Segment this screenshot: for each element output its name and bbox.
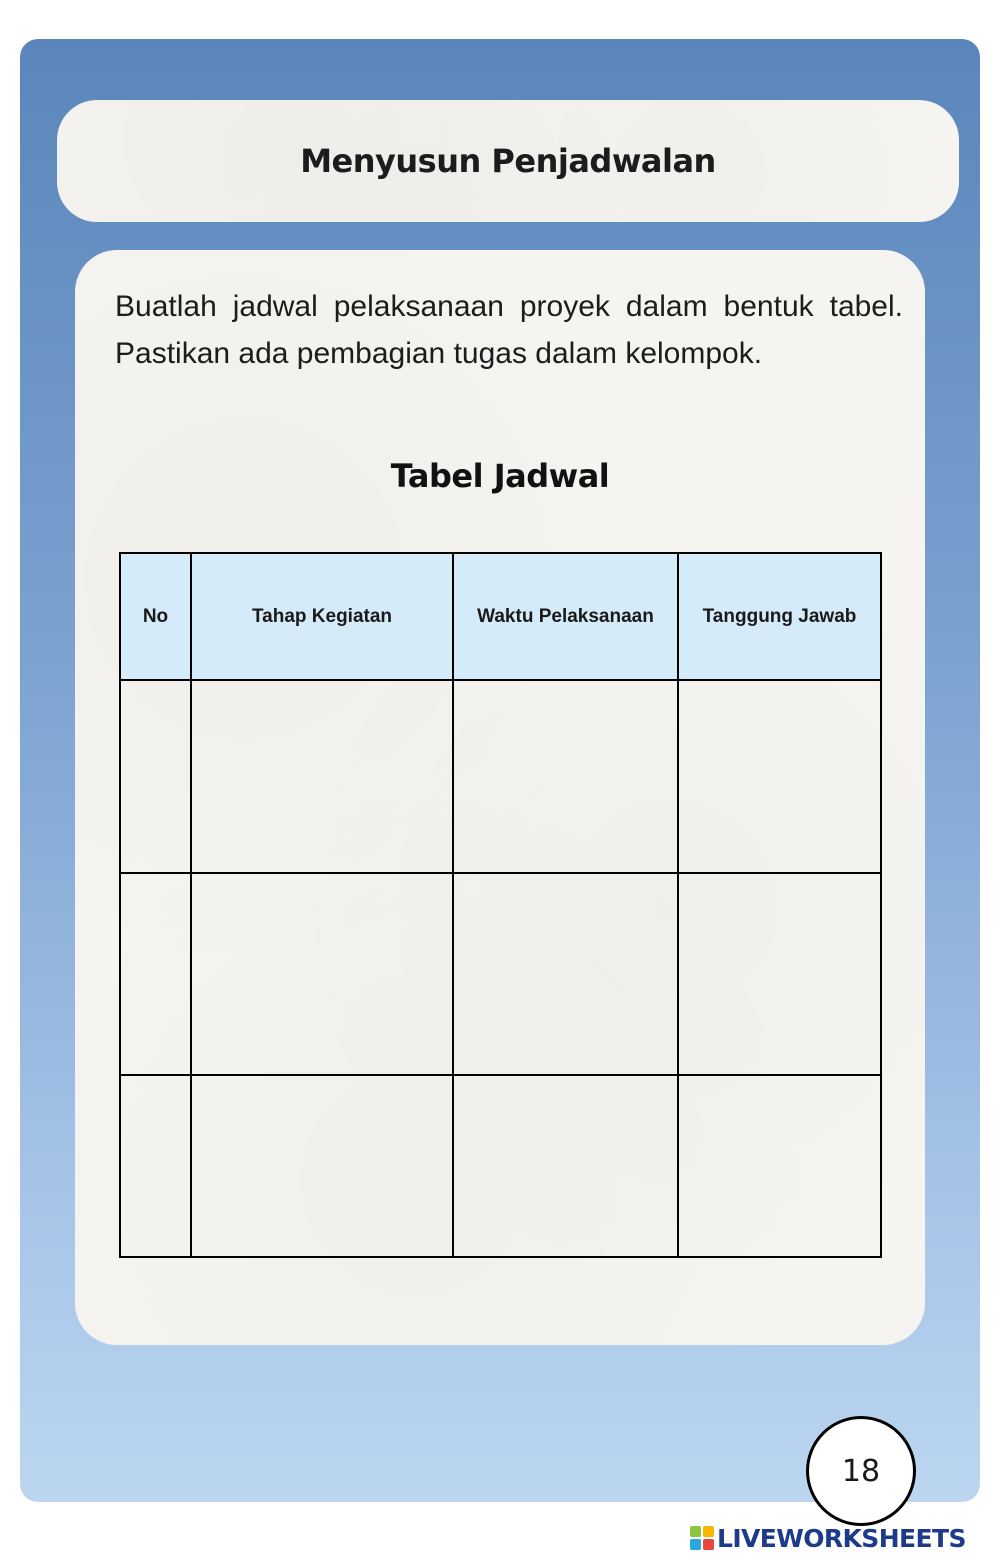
cell-no[interactable] xyxy=(120,1075,191,1257)
column-header-tanggung-jawab: Tanggung Jawab xyxy=(678,553,881,680)
table-row xyxy=(120,680,881,873)
cell-waktu-pelaksanaan[interactable] xyxy=(453,680,678,873)
cell-no[interactable] xyxy=(120,680,191,873)
logo-tile-yellow xyxy=(703,1526,714,1537)
schedule-table xyxy=(119,552,882,1258)
logo-tile-blue xyxy=(690,1539,701,1550)
brand-name: LIVEWORKSHEETS xyxy=(717,1523,966,1553)
logo-tile-red xyxy=(703,1539,714,1550)
table-heading: Tabel Jadwal xyxy=(390,457,610,495)
column-header-tahap-kegiatan: Tahap Kegiatan xyxy=(191,553,453,680)
page-title: Menyusun Penjadwalan xyxy=(300,142,716,180)
table-header-row xyxy=(120,553,881,680)
cell-tanggung-jawab[interactable] xyxy=(678,680,881,873)
table-row xyxy=(120,873,881,1075)
page-number-badge: 18 xyxy=(806,1416,916,1526)
cell-tahap-kegiatan[interactable] xyxy=(191,873,453,1075)
logo-tile-green xyxy=(690,1526,701,1537)
column-header-waktu-pelaksanaan: Waktu Pelaksanaan xyxy=(453,553,678,680)
content-card xyxy=(75,250,925,1345)
table-row xyxy=(120,1075,881,1257)
cell-tanggung-jawab[interactable] xyxy=(678,1075,881,1257)
cell-no[interactable] xyxy=(120,873,191,1075)
cell-tahap-kegiatan[interactable] xyxy=(191,680,453,873)
cell-waktu-pelaksanaan[interactable] xyxy=(453,1075,678,1257)
cell-waktu-pelaksanaan[interactable] xyxy=(453,873,678,1075)
brand-logo[interactable] xyxy=(690,1523,966,1553)
title-banner xyxy=(57,100,959,222)
instruction-text: Buatlah jadwal pelaksanaan proyek dalam bentuk tabel. Pastikan ada pembagian tugas dalam kelompok. xyxy=(115,290,903,370)
cell-tanggung-jawab[interactable] xyxy=(678,873,881,1075)
liveworksheets-icon xyxy=(690,1526,714,1550)
column-header-no: No xyxy=(120,553,191,680)
cell-tahap-kegiatan[interactable] xyxy=(191,1075,453,1257)
